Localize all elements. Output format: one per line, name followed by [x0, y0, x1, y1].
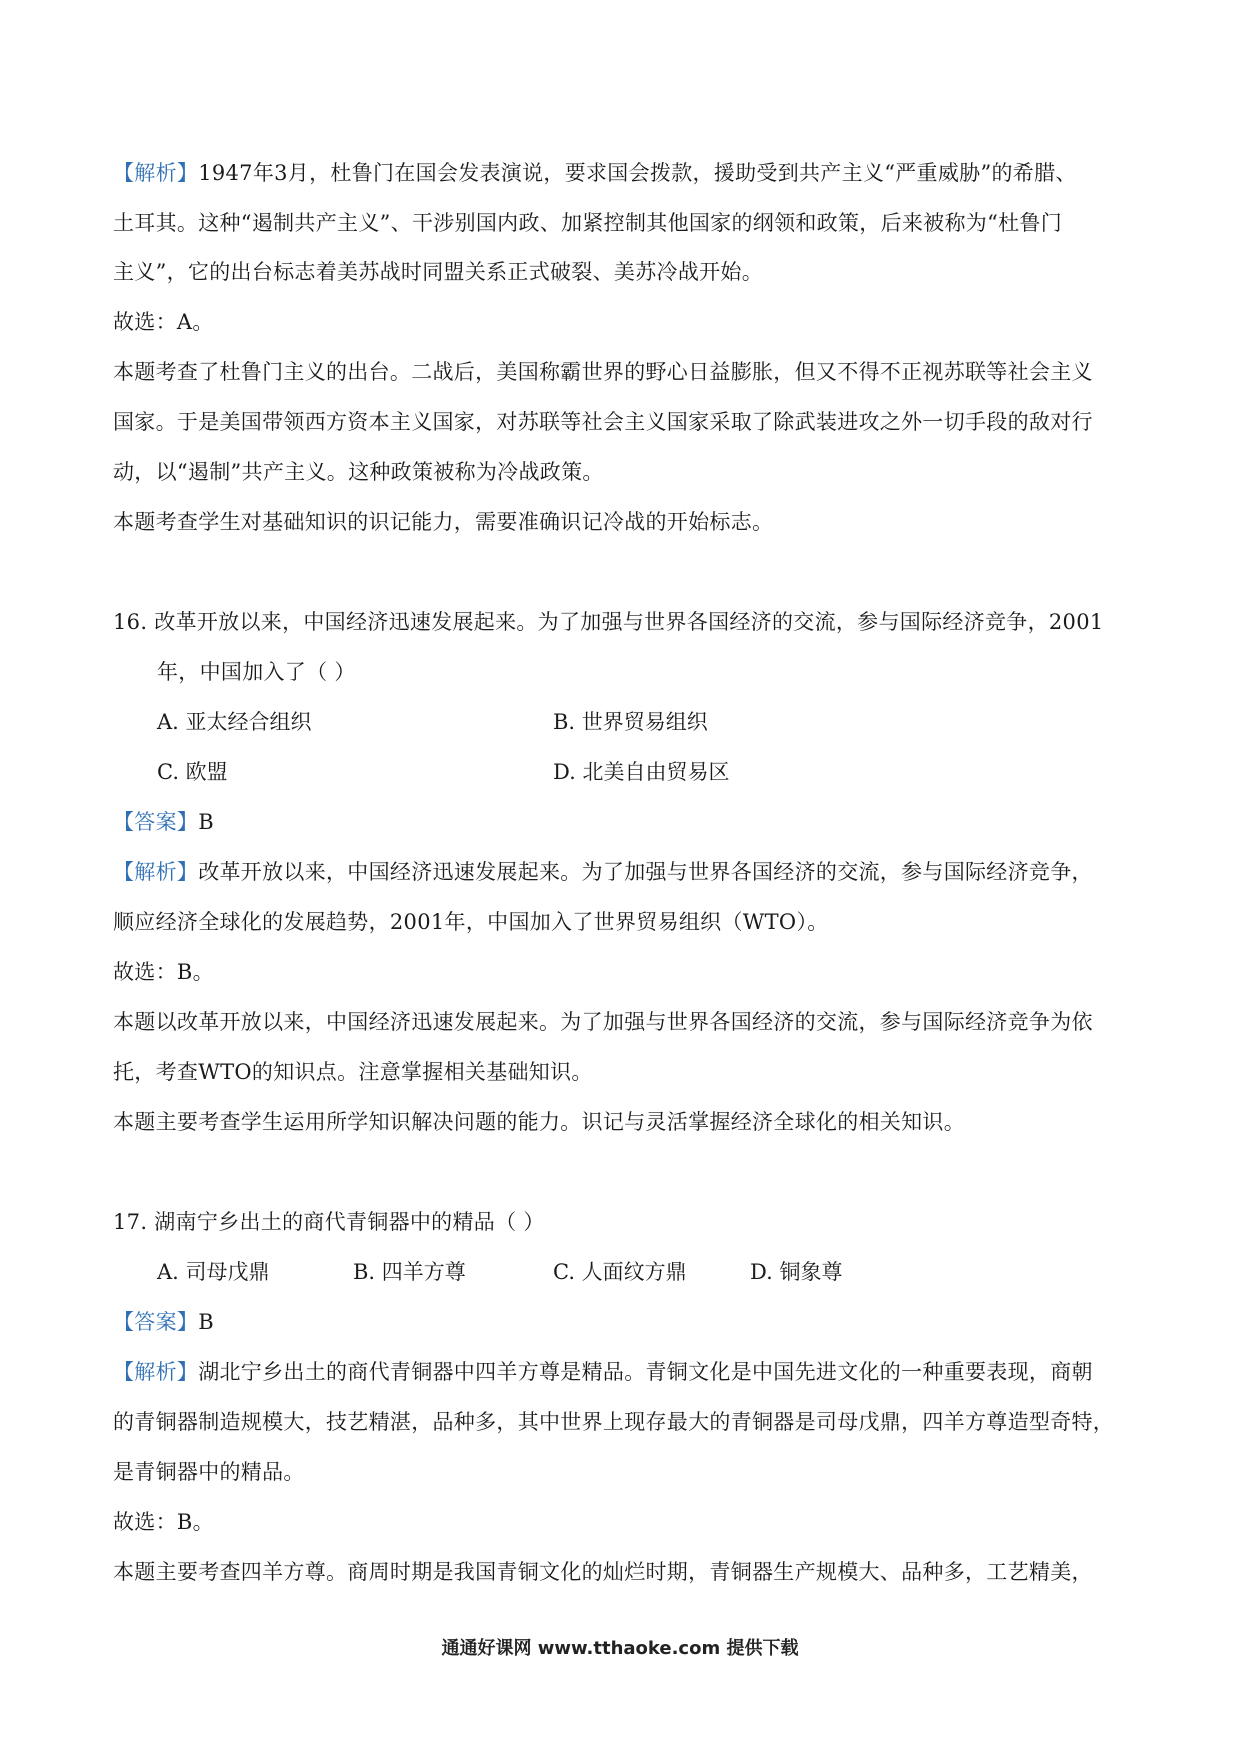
q17-option-d: D. 铜象尊	[750, 1260, 843, 1284]
q17-option-a: A. 司母戊鼎	[157, 1260, 270, 1284]
question-17-stem: 17. 湖南宁乡出土的商代青铜器中的精品（ ）	[113, 1210, 545, 1234]
q17-choice: 故选：B。	[113, 1510, 214, 1534]
q16-choice: 故选：B。	[113, 960, 214, 984]
analysis-tag: 【解析】	[113, 1360, 199, 1384]
q16-option-c: C. 欧盟	[157, 760, 228, 784]
analysis-line: 【解析】1947年3月，杜鲁门在国会发表演说，要求国会拨款，援助受到共产主义“严重威胁”的希腊、	[113, 161, 1077, 185]
note-line: 本题考查了杜鲁门主义的出台。二战后，美国称霸世界的野心日益膨胀，但又不得不正视苏联等社会主义	[113, 360, 1093, 384]
question-16-stem-cont: 年，中国加入了（ ）	[157, 660, 356, 684]
q16-note: 托，考查WTO的知识点。注意掌握相关基础知识。	[113, 1060, 593, 1084]
answer-tag: 【答案】	[113, 1310, 199, 1334]
q17-answer: 【答案】B	[113, 1310, 214, 1334]
q16-note: 本题以改革开放以来，中国经济迅速发展起来。为了加强与世界各国经济的交流，参与国际经济竞争为依	[113, 1010, 1093, 1034]
note-line: 动，以“遏制”共产主义。这种政策被称为冷战政策。	[113, 460, 604, 484]
analysis-tag: 【解析】	[113, 860, 199, 884]
q16-note: 本题主要考查学生运用所学知识解决问题的能力。识记与灵活掌握经济全球化的相关知识。	[113, 1110, 965, 1134]
analysis-line: 主义”，它的出台标志着美苏战时同盟关系正式破裂、美苏冷战开始。	[113, 260, 764, 284]
answer-tag: 【答案】	[113, 810, 199, 834]
q17-note: 本题主要考查四羊方尊。商周时期是我国青铜文化的灿烂时期，青铜器生产规模大、品种多，工艺精美，	[113, 1560, 1093, 1584]
q17-analysis-line: 的青铜器制造规模大，技艺精湛，品种多，其中世界上现存最大的青铜器是司母戊鼎，四羊方尊造型奇特，	[113, 1410, 1115, 1434]
analysis-tag: 【解析】	[113, 161, 199, 185]
q17-analysis-line: 是青铜器中的精品。	[113, 1460, 305, 1484]
q16-option-d: D. 北美自由贸易区	[553, 760, 730, 784]
q16-option-b: B. 世界贸易组织	[553, 710, 708, 734]
q17-option-b: B. 四羊方尊	[353, 1260, 466, 1284]
q16-analysis-line: 顺应经济全球化的发展趋势，2001年，中国加入了世界贸易组织（WTO）。	[113, 910, 829, 934]
q17-analysis: 【解析】湖北宁乡出土的商代青铜器中四羊方尊是精品。青铜文化是中国先进文化的一种重要表现，商朝	[113, 1360, 1093, 1384]
note-line: 国家。于是美国带领西方资本主义国家，对苏联等社会主义国家采取了除武装进攻之外一切手段的敌对行	[113, 410, 1093, 434]
question-16-stem: 16. 改革开放以来，中国经济迅速发展起来。为了加强与世界各国经济的交流，参与国际经济竞争，2001	[113, 610, 1104, 634]
page-footer: 通通好课网 www.tthaoke.com 提供下载	[441, 1638, 799, 1659]
q16-answer: 【答案】B	[113, 810, 214, 834]
choice-line: 故选：A。	[113, 310, 214, 334]
analysis-line: 土耳其。这种“遏制共产主义”、干涉别国内政、加紧控制其他国家的纲领和政策，后来被称为“杜鲁门	[113, 211, 1063, 235]
q17-option-c: C. 人面纹方鼎	[553, 1260, 687, 1284]
note-line: 本题考查学生对基础知识的识记能力，需要准确识记冷战的开始标志。	[113, 510, 774, 534]
q16-analysis: 【解析】改革开放以来，中国经济迅速发展起来。为了加强与世界各国经济的交流，参与国际经济竞争，	[113, 860, 1093, 884]
q16-option-a: A. 亚太经合组织	[157, 710, 312, 734]
